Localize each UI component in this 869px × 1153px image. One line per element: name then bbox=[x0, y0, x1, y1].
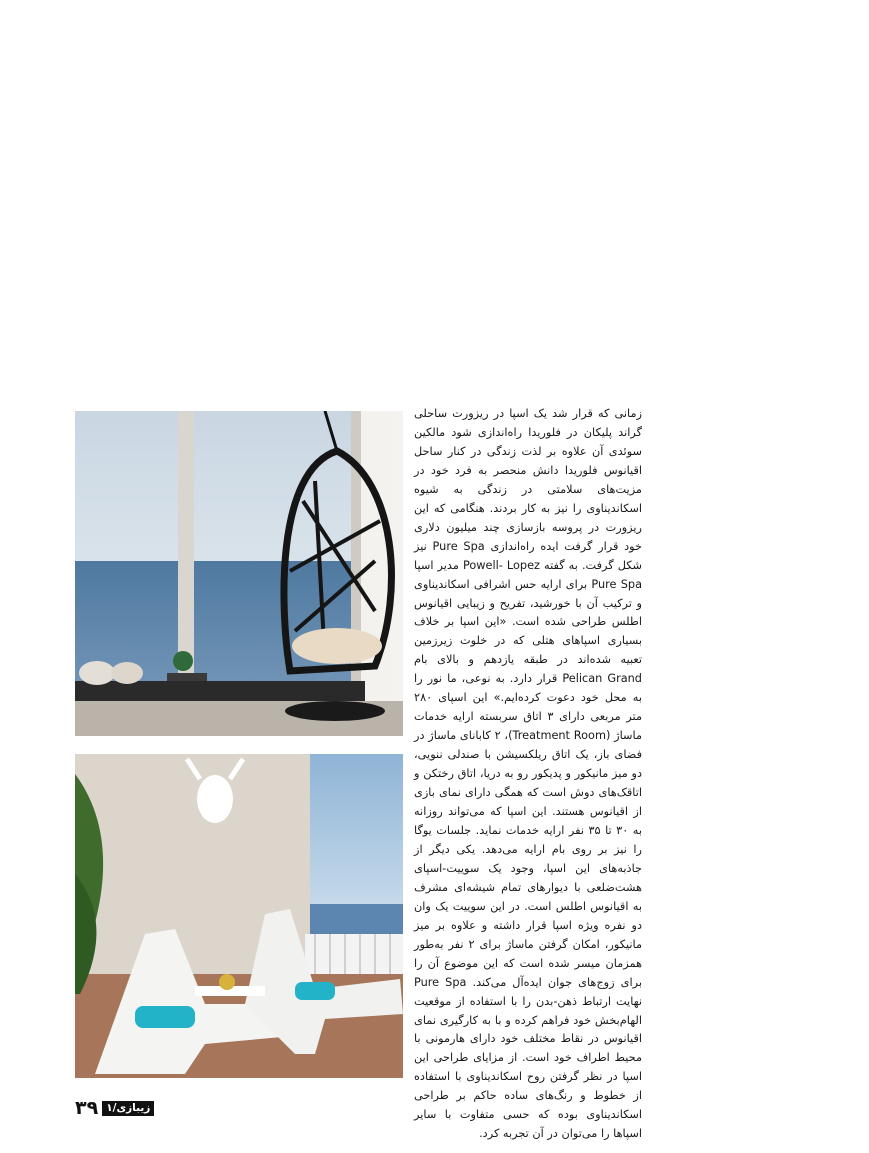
page-number: ۳۹ bbox=[75, 1097, 99, 1119]
article-body: زمانی که قرار شد یک اسپا در ریزورت ساحلی گراند پلیکان در فلوریدا راه‌اندازی شود مالکین سوئدی آن علاوه بر لذت زندگی در کنار ساحل اقیانوس فلوریدا دانش منحصر به فرد خود در مزیت‌های سلامتی در زندگی به شیوه اسکاندیناوی را نیز به کار بردند. هنگامی که این ریزورت در پروسه بازسازی چند میلیون دلاری خود قرار گرفت ایده راه‌اندازی Pure Spa نیز شکل گرفت. به گفته Powell- Lopez مدیر اسپا Pure Spa برای ارایه حس اشرافی اسکاندیناوی و ترکیب آن با خورشید، تفریح و زیبایی اقیانوس اطلس طراحی شده است. «این اسپا بر خلاف بسیاری اسپاهای هتلی که در خلوت زیرزمین تعبیه شده‌اند در طبقه یازدهم و بالای بام Pelican Grand قرار دارد. به نوعی، ما نور را به محل خود دعوت کرده‌ایم.» این اسپای ۲۸۰ متر مربعی دارای ۳ اتاق سربسته ارایه خدمات ماساژ (Treatment Room)، ۲ کابانای ماساژ در فضای باز، یک اتاق ریلکسیشن با صندلی ننویی، دو میز مانیکور و پدیکور رو به دریا، اتاق رختکن و اتاقک‌های دوش است که همگی دارای نمای بازی از اقیانوس هستند. این اسپا که می‌تواند روزانه به ۳۰ تا ۳۵ نفر ارایه خدمات نماید. جلسات یوگا را نیز بر روی بام ارایه می‌دهد. یکی دیگر از جاذبه‌های این اسپا، وجود یک سوییت-اسپای هشت‌ضلعی با دیوارهای تمام شیشه‌ای مشرف به اقیانوس اطلس است. در این سوییت یک وان دو نفره ویژه اسپا قرار داشته و علاوه بر میز مانیکور، امکان گرفتن ماساژ برای ۲ نفر به‌طور همزمان میسر شده است که این موضوع آن را برای زوج‌های جوان ایده‌آل می‌کند. Pure Spa نهایت ارتباط ذهن-بدن را با استفاده از موقعیت الهام‌بخش خود فراهم کرده و با به کارگیری نمای اقیانوس در نقاط مختلف خود دارای هارمونی با محیط اطراف خود است. از مزایای طراحی این اسپا در نظر گرفتن روح اسکاندیناوی با استفاده از خطوط و رنگ‌های ساده حاکم بر طراحی اسکاندیناوی بوده که حسی متفاوت با سایر اسپاها را می‌توان در آن تجربه کرد. bbox=[414, 407, 643, 1141]
hanging-chair-illustration bbox=[75, 411, 403, 736]
rooftop-loungers-illustration bbox=[75, 754, 403, 1078]
photo-hanging-chair-window bbox=[75, 411, 403, 736]
photo-rooftop-loungers bbox=[75, 754, 403, 1078]
magazine-tag: زیبازی/۱ bbox=[102, 1101, 154, 1116]
page-footer bbox=[75, 1097, 154, 1119]
